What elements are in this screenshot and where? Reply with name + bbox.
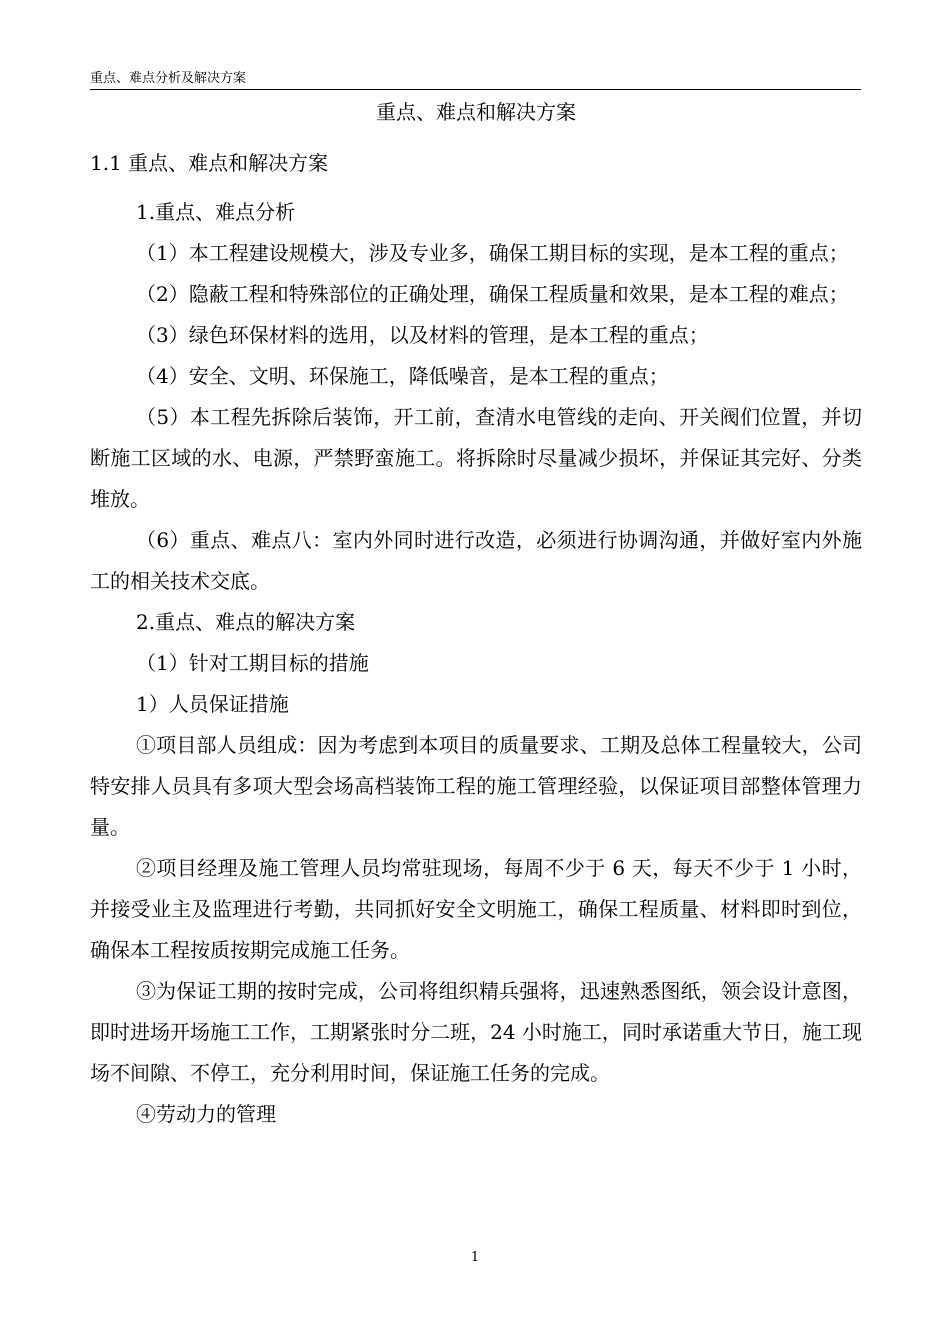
paragraph: ④劳动力的管理 <box>136 1102 276 1126</box>
paragraph: ①项目部人员组成：因为考虑到本项目的质量要求、工期及总体工程量较大，公司特安排人员具有多项大型会场高档装饰工程的施工管理经验，以保证项目部整体管理力量。 <box>90 733 862 839</box>
page-number: 1 <box>470 1250 480 1265</box>
paragraph: （3）绿色环保材料的选用，以及材料的管理，是本工程的重点； <box>136 323 709 347</box>
paragraph: ③为保证工期的按时完成，公司将组织精兵强将，迅速熟悉图纸，领会设计意图，即时进场开场施工工作，工期紧张时分二班，24 小时施工，同时承诺重大节日，施工现场不间隙、不停工，充分利用时间，保证施工任务的完成。 <box>90 979 862 1085</box>
running-header: 重点、难点分析及解决方案 <box>90 71 247 86</box>
paragraph: （1）本工程建设规模大，涉及专业多，确保工期目标的实现，是本工程的重点； <box>136 241 849 265</box>
paragraph: （5）本工程先拆除后装饰，开工前，查清水电管线的走向、开关阀们位置，并切断施工区域的水、电源，严禁野蛮施工。将拆除时尽量减少损坏，并保证其完好、分类堆放。 <box>90 405 862 511</box>
paragraph: （4）安全、文明、环保施工，降低噪音，是本工程的重点； <box>136 364 669 388</box>
header-divider <box>90 89 861 90</box>
document-body <box>90 95 862 1135</box>
paragraph: （2）隐蔽工程和特殊部位的正确处理，确保工程质量和效果，是本工程的难点； <box>136 282 849 306</box>
document-title: 重点、难点和解决方案 <box>376 100 576 124</box>
paragraph: （1）针对工期目标的措施 <box>136 651 369 675</box>
paragraph: ②项目经理及施工管理人员均常驻现场，每周不少于 6 天，每天不少于 1 小时，并接受业主及监理进行考勤，共同抓好安全文明施工，确保工程质量、材料即时到位，确保本工程按质按期完成施工任务。 <box>90 856 862 962</box>
paragraph: （6）重点、难点八：室内外同时进行改造，必须进行协调沟通，并做好室内外施工的相关技术交底。 <box>90 528 862 593</box>
paragraph-subheading: 1.重点、难点分析 <box>136 200 296 224</box>
section-heading: 1.1 重点、难点和解决方案 <box>90 151 329 175</box>
paragraph: 1）人员保证措施 <box>136 692 289 716</box>
paragraph-subheading: 2.重点、难点的解决方案 <box>136 610 356 634</box>
